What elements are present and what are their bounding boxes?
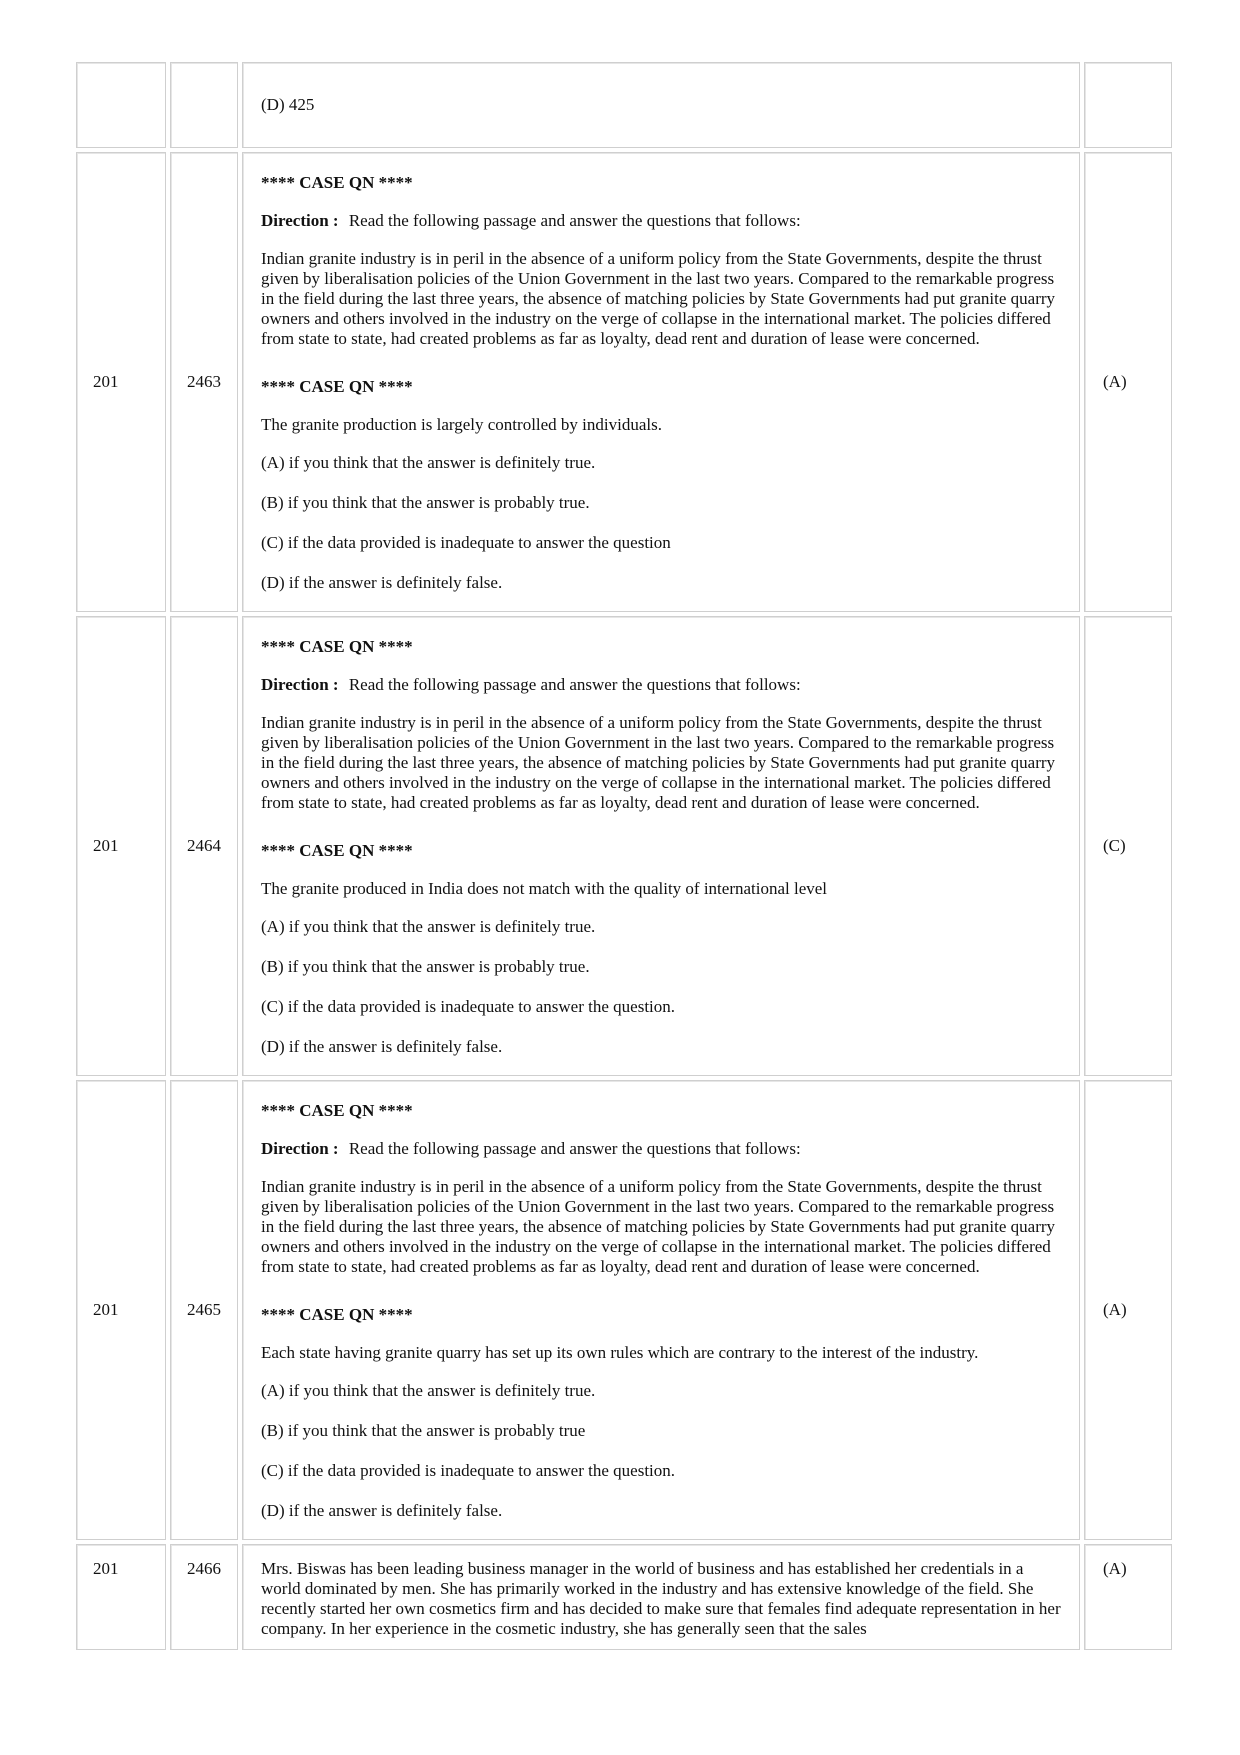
direction-label: Direction :	[261, 1139, 339, 1158]
question-text: Each state having granite quarry has set up its own rules which are contrary to the interest of the industry.	[261, 1343, 979, 1362]
subject-code-cell: 201	[76, 152, 166, 612]
option-a: (A) if you think that the answer is definitely true.	[261, 453, 596, 472]
question-number-cell: 2464	[170, 616, 238, 1076]
answer-cell: (C)	[1084, 616, 1172, 1076]
answer-cell: (A)	[1084, 1544, 1172, 1650]
direction	[261, 675, 1061, 695]
question-content-cell	[242, 62, 1080, 148]
table-row	[76, 152, 1172, 612]
case-header: **** CASE QN ****	[261, 1305, 413, 1324]
answer-cell	[1084, 62, 1172, 148]
question-number-cell	[170, 62, 238, 148]
passage-text: Mrs. Biswas has been leading business manager in the world of business and has established her credentials in a world dominated by men. She has primarily worked in the industry and has extensive knowledge of the field. She recently started her own cosmetics firm and has decided to make sure that females find adequate representation in her company. In her experience in the cosmetic industry, she has generally seen that the sales	[261, 1559, 1061, 1638]
question-text: The granite production is largely controlled by individuals.	[261, 415, 662, 434]
option-c: (C) if the data provided is inadequate to answer the question.	[261, 1461, 676, 1480]
direction	[261, 211, 1061, 231]
case-header: **** CASE QN ****	[261, 1101, 413, 1120]
option-d: (D) if the answer is definitely false.	[261, 1501, 503, 1520]
passage-text: Indian granite industry is in peril in the absence of a uniform policy from the State Governments, despite the thrust given by liberalisation policies of the Union Government in the last two years. Compared to the remarkable progress in the field during the last three years, the absence of matching policies by State Governments had put granite quarry owners and others involved in the industry on the verge of collapse in the international market. The policies differed from state to state, had created problems as far as loyalty, dead rent and duration of lease were concerned.	[261, 249, 1056, 348]
case-header: **** CASE QN ****	[261, 377, 413, 396]
table-row	[76, 616, 1172, 1076]
question-number-cell: 2466	[170, 1544, 238, 1650]
option-c: (C) if the data provided is inadequate to answer the question	[261, 533, 671, 552]
subject-code-cell	[76, 62, 166, 148]
option-text: (D) 425	[261, 95, 315, 114]
question-content-cell	[242, 152, 1080, 612]
direction-text: Read the following passage and answer the questions that follows:	[348, 211, 801, 230]
table-row	[76, 1544, 1172, 1650]
question-number-cell: 2465	[170, 1080, 238, 1540]
question-content-cell	[242, 616, 1080, 1076]
option-d: (D) if the answer is definitely false.	[261, 1037, 503, 1056]
answer-cell: (A)	[1084, 152, 1172, 612]
subject-code-cell: 201	[76, 616, 166, 1076]
table-row	[76, 1080, 1172, 1540]
table-row	[76, 62, 1172, 148]
passage-text: Indian granite industry is in peril in the absence of a uniform policy from the State Governments, despite the thrust given by liberalisation policies of the Union Government in the last two years. Compared to the remarkable progress in the field during the last three years, the absence of matching policies by State Governments had put granite quarry owners and others involved in the industry on the verge of collapse in the international market. The policies differed from state to state, had created problems as far as loyalty, dead rent and duration of lease were concerned.	[261, 1177, 1056, 1276]
option-c: (C) if the data provided is inadequate to answer the question.	[261, 997, 676, 1016]
option-d: (D) if the answer is definitely false.	[261, 573, 503, 592]
passage-text: Indian granite industry is in peril in the absence of a uniform policy from the State Governments, despite the thrust given by liberalisation policies of the Union Government in the last two years. Compared to the remarkable progress in the field during the last three years, the absence of matching policies by State Governments had put granite quarry owners and others involved in the industry on the verge of collapse in the international market. The policies differed from state to state, had created problems as far as loyalty, dead rent and duration of lease were concerned.	[261, 713, 1056, 812]
option-a: (A) if you think that the answer is definitely true.	[261, 917, 596, 936]
question-text: The granite produced in India does not match with the quality of international level	[261, 879, 828, 898]
question-number-cell: 2463	[170, 152, 238, 612]
subject-code-cell: 201	[76, 1080, 166, 1540]
direction-label: Direction :	[261, 675, 339, 694]
option-b: (B) if you think that the answer is probably true	[261, 1421, 586, 1440]
direction-text: Read the following passage and answer the questions that follows:	[348, 675, 801, 694]
direction	[261, 1139, 1061, 1159]
direction-text: Read the following passage and answer the questions that follows:	[348, 1139, 801, 1158]
case-header: **** CASE QN ****	[261, 841, 413, 860]
option-b: (B) if you think that the answer is probably true.	[261, 957, 590, 976]
question-table	[72, 58, 1176, 1654]
question-content-cell	[242, 1544, 1080, 1650]
option-a: (A) if you think that the answer is definitely true.	[261, 1381, 596, 1400]
question-content-cell	[242, 1080, 1080, 1540]
option-b: (B) if you think that the answer is probably true.	[261, 493, 590, 512]
case-header: **** CASE QN ****	[261, 173, 413, 192]
direction-label: Direction :	[261, 211, 339, 230]
answer-cell: (A)	[1084, 1080, 1172, 1540]
case-header: **** CASE QN ****	[261, 637, 413, 656]
subject-code-cell: 201	[76, 1544, 166, 1650]
